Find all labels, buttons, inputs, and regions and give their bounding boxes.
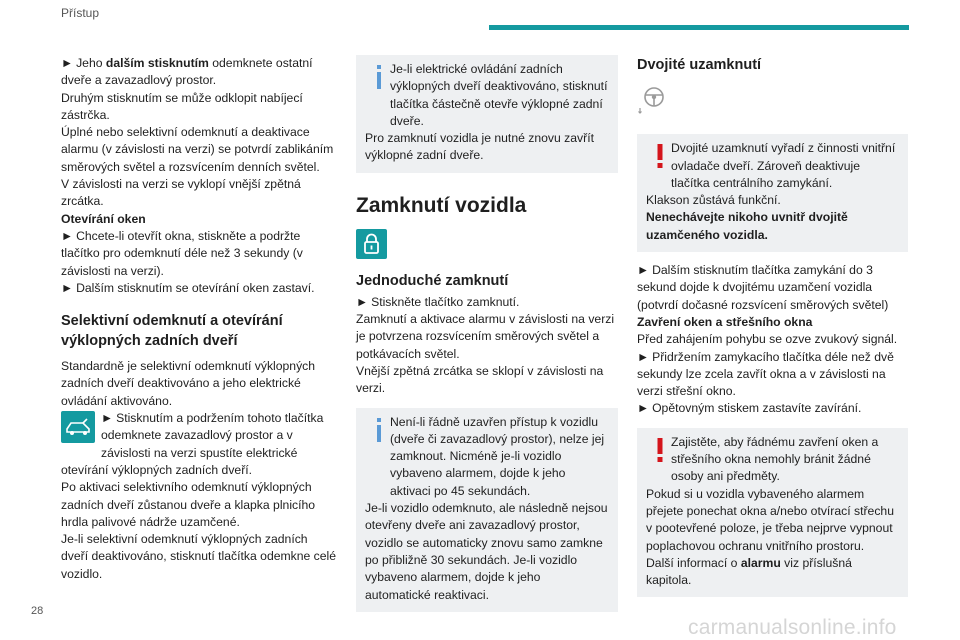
arrow-icon: ► — [356, 294, 369, 309]
paragraph: Vnější zpětná zrcátka se sklopí v závislosti na verzi. — [356, 363, 604, 396]
warning-icon — [652, 142, 668, 170]
paragraph: ► Opětovným stiskem zastavíte zavírání. — [637, 401, 862, 416]
steering-icon-wrap — [637, 83, 908, 122]
subheading-windows-closing: Zavření oken a střešního okna — [637, 314, 813, 329]
arrow-icon: ► — [637, 349, 650, 364]
paragraph: Klakson zůstává funkční. — [646, 193, 781, 208]
info-icon — [371, 416, 387, 444]
header-accent-bar — [489, 25, 909, 30]
paragraph: ► Stiskněte tlačítko zamknutí. — [356, 294, 520, 309]
column-1 — [61, 55, 337, 583]
column-3 — [637, 55, 908, 597]
lock-icon — [356, 229, 387, 259]
paragraph: Dvojité uzamknutí vyřadí z činnosti vnitřní ovladače dveří. Zároveň deaktivuje tlačítka centrálního zamykání. — [671, 141, 896, 190]
arrow-icon: ► — [101, 411, 114, 426]
info-icon — [371, 63, 387, 91]
warning-icon — [652, 436, 668, 464]
section-heading-simple-lock: Jednoduché zamknutí — [356, 272, 509, 289]
page-number: 28 — [31, 605, 44, 617]
arrow-icon: ► — [637, 263, 650, 278]
paragraph: Standardně je selektivní odemknutí výklopných zadních dveří deaktivováno a jeho elektrické ovládání aktivováno. — [61, 359, 316, 408]
paragraph: Před zahájením pohybu se ozve zvukový signál. — [637, 332, 898, 347]
paragraph: V závislosti na verzi se vyklopí vnější zpětná zrcátka. — [61, 177, 301, 209]
paragraph: Zajistěte, aby řádnému zavření oken a střešního okna nemohly bránit žádné osoby ani předměty. — [671, 434, 879, 484]
paragraph: Další informací o alarmu viz příslušná kapitola. — [646, 555, 852, 588]
warning-box — [637, 134, 908, 252]
paragraph: ► Přidržením zamykacího tlačítka déle než dvě sekundy lze zcela zavřít okna a v závislosti na verzi střešní okno. — [637, 349, 894, 399]
paragraph: ► Stisknutím a podržením tohoto tlačítka odemknete zavazadlový prostor a v závislosti na verzi spustíte elektrické otevírání výklopných zadních dveří. — [61, 411, 324, 477]
arrow-icon: ► — [61, 280, 74, 295]
info-box — [356, 55, 618, 173]
subheading-window-opening: Otevírání oken — [61, 211, 146, 226]
paragraph: Po aktivaci selektivního odemknutí výklopných zadních dveří zůstanou dveře a klapka plnicího hrdla palivové nádrže uzamčené. — [61, 480, 316, 529]
watermark: carmanualsonline.info — [688, 616, 897, 639]
paragraph: Druhým stisknutím se může odklopit nabíjecí zástrčka. — [61, 90, 303, 122]
paragraph: Je-li vozidlo odemknuto, ale následně nejsou otevřeny dveře ani zavazadlový prostor, vozidlo se automaticky znovu samo zamkne po přibližně 30 sekundách. Je-li vozidlo vybaveno alarmem, dojde k jeho automatické reaktivaci. — [365, 501, 608, 602]
page-title-locking: Zamknutí vozidla — [356, 193, 527, 217]
paragraph: Pokud si u vozidla vybaveného alarmem přejete ponechat okna a/nebo otvírací střechu v pootevřené poloze, je třeba nejprve vypnout poplachovou ochranu vnitřního prostoru. — [646, 486, 894, 553]
arrow-icon: ► — [61, 228, 74, 243]
paragraph: ► Jeho dalším stisknutím odemknete ostatní dveře a zavazadlový prostor. — [61, 56, 313, 88]
info-box — [356, 408, 618, 612]
paragraph: Je-li elektrické ovládání zadních výklopných dveří deaktivováno, stisknutí tlačítka částečně otevře výklopné zadní dveře. — [390, 62, 608, 128]
warning-box — [637, 428, 908, 598]
paragraph: Není-li řádně uzavřen přístup k vozidlu (dveře či zavazadlový prostor), nelze jej zamknout. Nicméně je-li vozidlo vybaveno alarmem, dojde k jeho aktivaci po 45 sekundách. — [390, 414, 605, 498]
section-heading-double-lock: Dvojité uzamknutí — [637, 57, 762, 73]
paragraph: Úplné nebo selektivní odemknutí a deaktivace alarmu (v závislosti na verzi) se potvrdí zablikáním směrových světel a rozsvícením denních světel. — [61, 125, 334, 174]
tailgate-icon — [61, 411, 95, 443]
paragraph: ► Chcete-li otevřít okna, stiskněte a podržte tlačítko pro odemknutí déle než 3 sekundy (v závislosti na verzi). — [61, 228, 303, 278]
section-heading-selective-unlock: Selektivní odemknutí a otevírání výklopných zadních dveří — [61, 313, 283, 350]
arrow-icon: ► — [637, 401, 650, 416]
column-2 — [356, 55, 618, 612]
section-header: Přístup — [61, 6, 100, 20]
arrow-icon: ► — [61, 56, 74, 70]
lock-icon-wrap — [356, 229, 618, 259]
paragraph: Nenechávejte nikoho uvnitř dvojitě uzamčeného vozidla. — [646, 210, 848, 242]
paragraph: ► Dalším stisknutím tlačítka zamykání do 3 sekund dojde k dvojitému uzamčení vozidla (potvrdí dočasné rozsvícení směrových světel) — [637, 263, 889, 312]
paragraph: ► Dalším stisknutím se otevírání oken zastaví. — [61, 280, 315, 295]
steering-wheel-icon — [637, 83, 671, 117]
paragraph: Pro zamknutí vozidla je nutné znovu zavřít výklopné zadní dveře. — [365, 131, 594, 163]
paragraph: Je-li selektivní odemknutí výklopných zadních dveří deaktivováno, stisknutí tlačítka odemkne celé vozidlo. — [61, 532, 337, 581]
paragraph: Zamknutí a aktivace alarmu v závislosti na verzi je potvrzena rozsvícením směrových světel a potkávacích světel. — [356, 312, 615, 361]
